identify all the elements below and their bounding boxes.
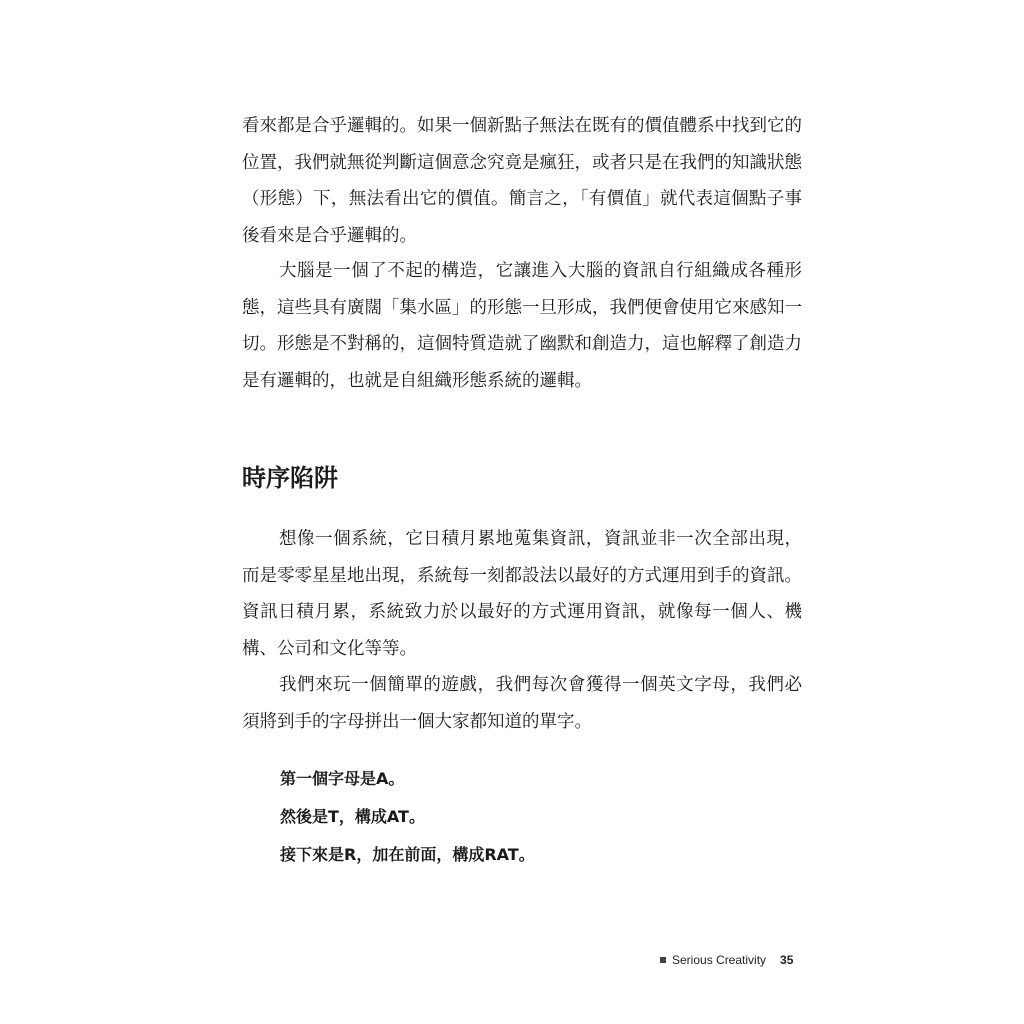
example-line-3: 接下來是R，加在前面，構成RAT。 <box>280 845 535 864</box>
section-paragraph-1: 想像一個系統，它日積月累地蒐集資訊，資訊並非一次全部出現，而是零零星星地出現，系統每一刻都設法以最好的方式運用到手的資訊。資訊日積月累，系統致力於以最好的方式運用資訊，就像每一個人、機構、公司和文化等等。 <box>242 529 802 659</box>
square-bullet-icon <box>660 957 666 963</box>
example-line-1: 第一個字母是A。 <box>280 769 405 788</box>
page-footer <box>660 950 810 970</box>
section-heading: 時序陷阱 <box>242 463 338 492</box>
body-paragraph-1: 看來都是合乎邏輯的。如果一個新點子無法在既有的價值體系中找到它的位置，我們就無從判斷這個意念究竟是瘋狂，或者只是在我們的知識狀態（形態）下，無法看出它的價值。簡言之，「有價值」就代表這個點子事後看來是合乎邏輯的。 <box>242 116 802 246</box>
page-number: 35 <box>780 953 794 967</box>
section-paragraph-2: 我們來玩一個簡單的遊戲，我們每次會獲得一個英文字母，我們必須將到手的字母拼出一個大家都知道的單字。 <box>242 675 802 732</box>
example-line-2: 然後是T，構成AT。 <box>280 807 425 826</box>
body-paragraph-2: 大腦是一個了不起的構造，它讓進入大腦的資訊自行組織成各種形態，這些具有廣闊「集水區」的形態一旦形成，我們便會使用它來感知一切。形態是不對稱的，這個特質造就了幽默和創造力，這也解釋了創造力是有邏輯的，也就是自組織形態系統的邏輯。 <box>242 261 802 391</box>
running-head: Serious Creativity <box>672 953 767 967</box>
